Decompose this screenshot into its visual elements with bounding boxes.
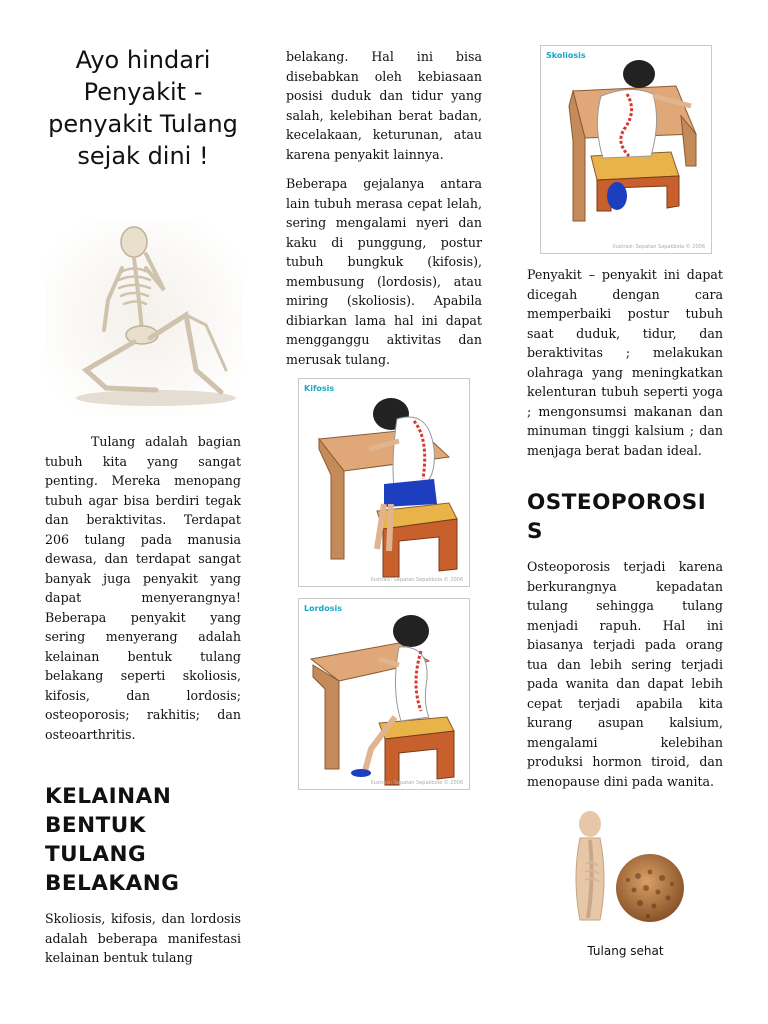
intro-paragraph: Tulang adalah bagian tubuh kita yang sangat penting. Mereka menopang tubuh agar bisa berdiri tegak dan beraktivitas. Terdapat 206 tulang pada manusia dewasa, dan terdapat sangat banyak juga penyakit yang dapat menyerangnya! Beberapa penyakit yang sering menyerang adalah kelainan bentuk tulang belakang seperti skoliosis, kifosis, dan lordosis; osteoporosis; rakhitis; dan osteoarthritis. <box>45 434 241 742</box>
page-title: Ayo hindari Penyakit - penyakit Tulang sejak dini ! <box>48 46 238 170</box>
lordosis-figure <box>298 598 470 790</box>
section-heading-kelainan: KELAINAN BENTUK TULANG BELAKANG <box>45 784 180 896</box>
lordosis-credit: Ilustrasi: Sepatan Sepakbola © 2006 <box>370 780 463 786</box>
section1-paragraph-start: Skoliosis, kifosis, dan lordosis adalah beberapa manifestasi kelainan bentuk tulang <box>45 911 241 965</box>
skeleton-image <box>46 220 242 416</box>
kifosis-label: Kifosis <box>304 384 335 393</box>
healthy-bone-image <box>568 808 688 928</box>
section1-paragraph-prevention: Penyakit – penyakit ini dapat dicegah dengan cara memperbaiki postur tubuh saat duduk, tidur, dan beraktivitas ; melakukan olahraga yang meningkatkan kelenturan tubuh seperti yoga ; mengonsumsi makanan dan minuman tinggi kalsium ; dan menjaga berat badan ideal. <box>527 267 723 458</box>
skoliosis-figure <box>540 45 712 254</box>
section1-paragraph-continued: belakang. Hal ini bisa disebabkan oleh kebiasaan posisi duduk dan tidur yang salah, kelebihan berat badan, kecelakaan, keturunan, atau karena penyakit lainnya. <box>286 49 482 162</box>
healthy-bone-caption: Tulang sehat <box>587 944 664 958</box>
skoliosis-credit: Ilustrasi: Sepatan Sepakbola © 2006 <box>612 244 705 250</box>
kifosis-credit: Ilustrasi: Sepatan Sepakbola © 2006 <box>370 577 463 583</box>
section-heading-osteoporosis: OSTEOPOROSIS <box>527 490 707 544</box>
section1-paragraph-symptoms: Beberapa gejalanya antara lain tubuh merasa cepat lelah, sering mengalami nyeri dan kaku di punggung, postur tubuh bungkuk (kifosis), membusung (lordosis), atau miring (skoliosis). Apabila dibiarkan lama hal ini dapat mengganggu aktivitas dan merusak tulang. <box>286 176 482 367</box>
skoliosis-label: Skoliosis <box>546 51 586 60</box>
lordosis-label: Lordosis <box>304 604 343 613</box>
osteoporosis-paragraph: Osteoporosis terjadi karena berkurangnya kepadatan tulang sehingga tulang menjadi rapuh. Hal ini biasanya terjadi pada orang tua dan lebih sering terjadi pada wanita dan dapat lebih cepat terjadi apabila kita kurang asupan kalsium, mengalami kelebihan produksi hormon tiroid, dan menopause dini pada wanita. <box>527 559 723 789</box>
kifosis-figure <box>298 378 470 587</box>
